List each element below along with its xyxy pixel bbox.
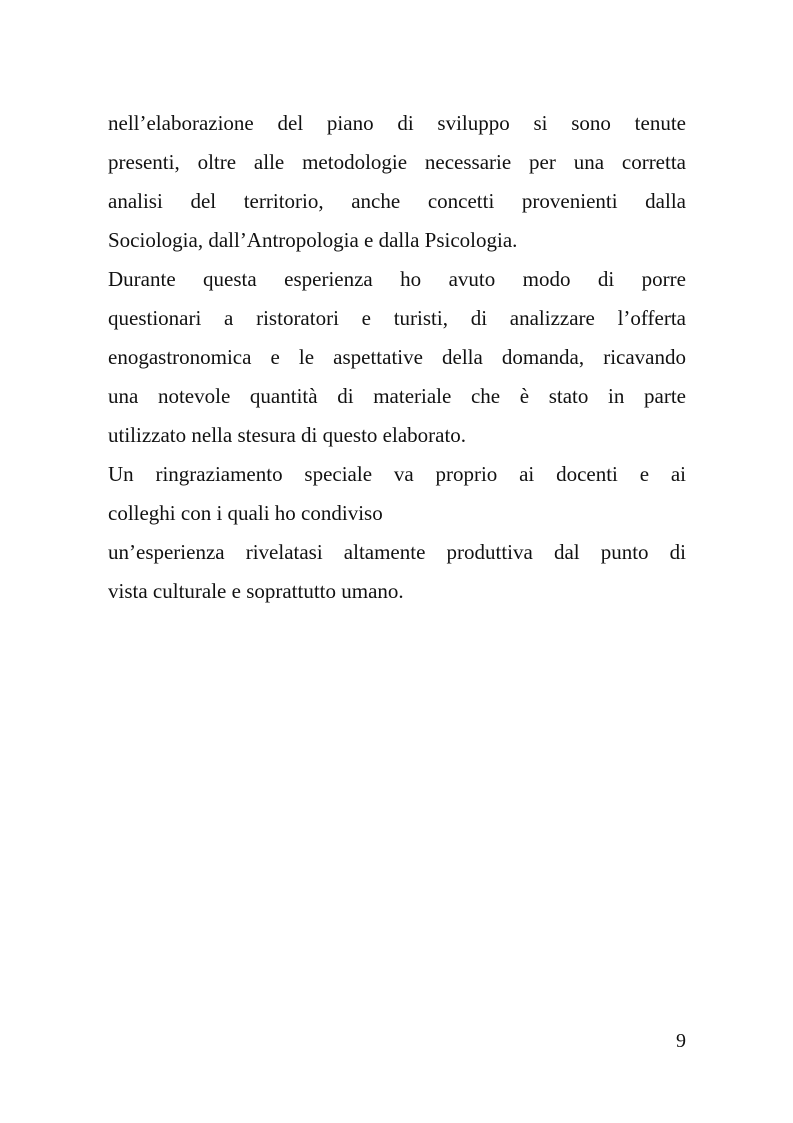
text-line: Durante questa esperienza ho avuto modo di porre <box>108 267 686 291</box>
text-line: nell’elaborazione del piano di sviluppo si sono tenute <box>108 111 686 135</box>
text-line: Sociologia, dall’Antropologia e dalla Psicologia. <box>108 228 518 252</box>
text-line: colleghi con i quali ho condiviso <box>108 501 383 525</box>
text-line: Un ringraziamento speciale va proprio ai docenti e ai <box>108 462 686 486</box>
text-line: vista culturale e soprattutto umano. <box>108 579 404 603</box>
text-line: una notevole quantità di materiale che è stato in parte <box>108 384 686 408</box>
text-line: utilizzato nella stesura di questo elaborato. <box>108 423 467 447</box>
text-line: questionari a ristoratori e turisti, di analizzare l’offerta <box>108 306 686 330</box>
text-line: presenti, oltre alle metodologie necessarie per una corretta <box>108 150 686 174</box>
text-line: enogastronomica e le aspettative della domanda, ricavando <box>108 345 686 369</box>
body-text <box>108 104 686 611</box>
page-number: 9 <box>676 1030 686 1052</box>
text-line: un’esperienza rivelatasi altamente produttiva dal punto di <box>108 540 686 564</box>
text-line: analisi del territorio, anche concetti provenienti dalla <box>108 189 686 213</box>
